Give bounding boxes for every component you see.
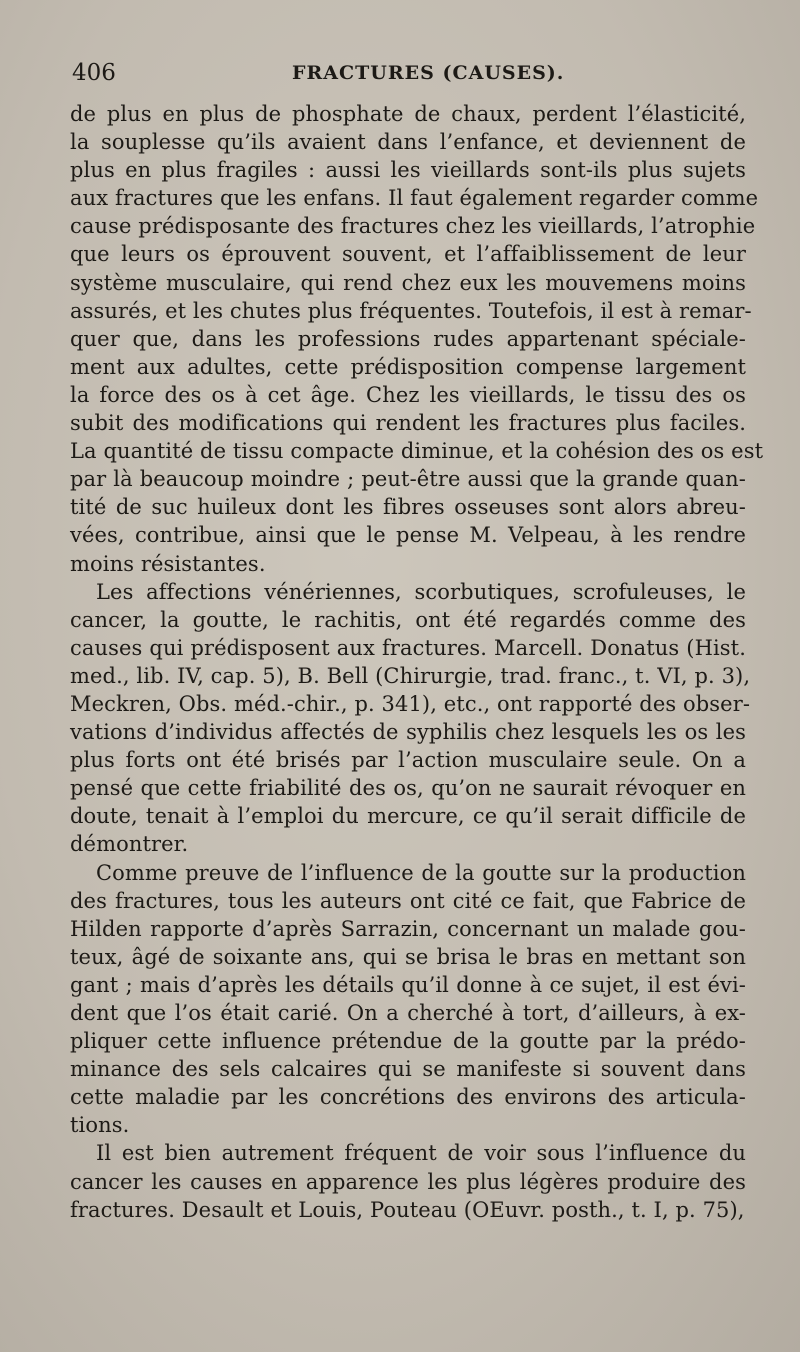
text-line: Les affections vénériennes, scorbutiques, scrofuleuses, le <box>96 579 746 604</box>
text-line: cancer, la goutte, le rachitis, ont été regardés comme des <box>70 607 746 632</box>
text-line: plus en plus fragiles : aussi les vieillards sont-ils plus sujets <box>70 158 746 183</box>
text-line: cancer les causes en apparence les plus légères produire des <box>70 1169 746 1194</box>
text-line: gant ; mais d’après les détails qu’il donne à ce sujet, il est évi- <box>70 972 746 997</box>
text-line: plus forts ont été brisés par l’action musculaire seule. On a <box>70 748 746 773</box>
text-line: démontrer. <box>70 832 189 857</box>
text-line: teux, âgé de soixante ans, qui se brisa le bras en mettant son <box>70 944 746 969</box>
text-line: quer que, dans les professions rudes appartenant spéciale- <box>70 326 746 351</box>
text-line: cette maladie par les concrétions des environs des articula- <box>70 1085 746 1110</box>
text-line: système musculaire, qui rend chez eux les mouvemens moins <box>70 270 746 295</box>
text-line: par là beaucoup moindre ; peut-être aussi que la grande quan- <box>70 467 746 492</box>
text-line: la force des os à cet âge. Chez les vieillards, le tissu des os <box>70 382 746 407</box>
page-number: 406 <box>72 60 116 86</box>
text-line: que leurs os éprouvent souvent, et l’affaiblissement de leur <box>70 242 746 267</box>
text-line: Il est bien autrement fréquent de voir sous l’influence du <box>96 1141 746 1166</box>
text-line: causes qui prédisposent aux fractures. Marcell. Donatus (Hist. <box>70 635 746 660</box>
text-line: pliquer cette influence prétendue de la goutte par la prédo- <box>70 1029 746 1054</box>
text-line: aux fractures que les enfans. Il faut également regarder comme <box>70 186 759 211</box>
running-head: FRACTURES (CAUSES). <box>292 62 565 84</box>
text-line: vations d’individus affectés de syphilis chez lesquels les os les <box>70 720 746 745</box>
paragraph <box>70 1139 746 1223</box>
text-line: minance des sels calcaires qui se manifeste si souvent dans <box>70 1057 746 1082</box>
text-line: La quantité de tissu compacte diminue, et la cohésion des os est <box>70 439 764 464</box>
text-line: Meckren, Obs. méd.-chir., p. 341), etc., ont rapporté des obser- <box>70 691 751 716</box>
text-line: tions. <box>70 1113 130 1138</box>
text-line: Hilden rapporte d’après Sarrazin, concernant un malade gou- <box>70 916 746 941</box>
text-line: tité de suc huileux dont les fibres osseuses sont alors abreu- <box>70 495 746 520</box>
paragraph <box>70 859 746 1140</box>
text-line: moins résistantes. <box>70 551 266 576</box>
text-line: med., lib. IV, cap. 5), B. Bell (Chirurgie, trad. franc., t. VI, p. 3), <box>70 663 751 688</box>
body-text <box>70 100 764 1224</box>
text-line: Comme preuve de l’influence de la goutte sur la production <box>96 860 746 885</box>
text-line: fractures. Desault et Louis, Pouteau (OEuvr. posth., t. I, p. 75), <box>70 1197 745 1222</box>
text-line: subit des modifications qui rendent les fractures plus faciles. <box>70 411 746 436</box>
text-line: de plus en plus de phosphate de chaux, perdent l’élasticité, <box>70 102 746 126</box>
text-line: doute, tenait à l’emploi du mercure, ce qu’il serait difficile de <box>70 804 746 829</box>
text-line: dent que l’os était carié. On a cherché à tort, d’ailleurs, à ex- <box>70 1001 746 1025</box>
text-line: cause prédisposante des fractures chez les vieillards, l’atrophie <box>70 214 756 239</box>
text-line: ment aux adultes, cette prédisposition compense largement <box>70 354 746 379</box>
text-line: assurés, et les chutes plus fréquentes. Toutefois, il est à remar- <box>70 298 752 323</box>
text-line: la souplesse qu’ils avaient dans l’enfance, et deviennent de <box>70 130 746 155</box>
paragraph <box>70 100 764 578</box>
text-line: vées, contribue, ainsi que le pense M. Velpeau, à les rendre <box>70 523 746 548</box>
page-header <box>72 60 744 96</box>
text-line: pensé que cette friabilité des os, qu’on ne saurait révoquer en <box>70 776 746 801</box>
text-line: des fractures, tous les auteurs ont cité ce fait, que Fabrice de <box>70 888 746 913</box>
paragraph <box>70 578 751 859</box>
